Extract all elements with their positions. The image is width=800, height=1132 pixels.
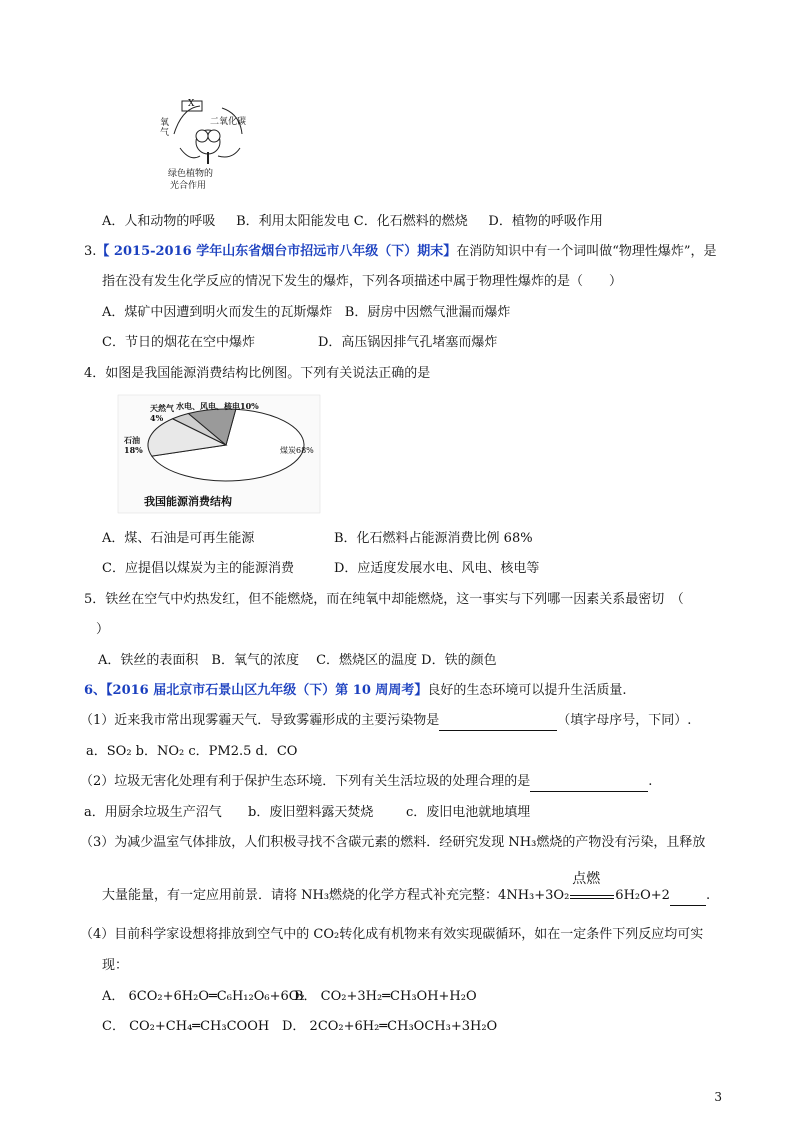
q6-p2-options — [84, 804, 531, 822]
page-number: 3 — [714, 1090, 722, 1104]
q6-stem: 良好的生态环境可以提升生活质量. — [427, 683, 627, 698]
pie-label-coal: 煤炭68% — [280, 446, 314, 455]
q6-p3-line1: （3）为减少温室气体排放，人们积极寻找不含碳元素的燃料．经研究发现 NH₃燃烧的产物没有污染，且释放 — [80, 835, 706, 850]
pie-label-oil: 石油 18% — [124, 435, 143, 455]
q6-p3-line2: 大量能量，有一定应用前景．请将 NH₃燃烧的化学方程式补充完整：4NH₃+3O₂ 点燃 6H₂O+2 . — [102, 887, 710, 906]
q6-p2-text: （2）垃圾无害化处理有利于保护生态环境．下列有关生活垃圾的处理合理的是 — [80, 774, 531, 789]
q5-options: A．铁丝的表面积 B．氧气的浓度 C．燃烧区的温度 D．铁的颜色 — [98, 653, 497, 668]
q6-p2-option-a: a．用厨余垃圾生产沼气 — [84, 805, 222, 820]
figure1-left-label: 氧气 — [160, 118, 170, 138]
q5-stem-close: ） — [96, 622, 110, 637]
q6-p1-options: a．SO₂ b．NO₂ c．PM2.5 d．CO — [86, 744, 298, 759]
q5-stem: 5．铁丝在空气中灼热发红，但不能燃烧，而在纯氧中却能燃烧，这一事实与下列哪一因素关系最密切 （ — [84, 592, 684, 607]
q6-source: 6、【2016 届北京市石景山区九年级（下）第 10 周周考】 — [84, 683, 428, 698]
q3-stem-1: 在消防知识中有一个词叫做“物理性爆炸”，是 — [456, 244, 717, 259]
q6-p4-option-a: A． 6CO₂+6H₂O═C₆H₁₂O₆+6O₂ — [102, 989, 305, 1004]
photosynthesis-figure — [160, 96, 270, 196]
q6-p3-blank[interactable] — [670, 887, 706, 906]
q3-number: 3. — [84, 244, 97, 259]
q2-options — [102, 213, 603, 231]
pie-label-hydro: 水电、风电、核电10% — [176, 401, 259, 411]
q3-option-d: D．高压锅因排气孔堵塞而爆炸 — [318, 335, 498, 350]
q6-p2-option-c: c．废旧电池就地填埋 — [406, 805, 531, 820]
q3-stem-2: 指在没有发生化学反应的情况下发生的爆炸，下列各项描述中属于物理性爆炸的是（ ） — [102, 274, 623, 289]
q4-option-a: A．煤、石油是可再生能源 — [102, 531, 255, 546]
q6-p1-tail: （填字母序号，下同）. — [557, 713, 692, 728]
q6-p2: （2）垃圾无害化处理有利于保护生态环境．下列有关生活垃圾的处理合理的是 . — [80, 773, 652, 792]
pie-label-gas: 天然气 4% — [150, 403, 174, 423]
q4-option-d: D．应适度发展水电、风电、核电等 — [334, 561, 540, 576]
pie-title: 我国能源消费结构 — [144, 495, 232, 508]
q3-source: 【 2015-2016 学年山东省烟台市招远市八年级（下）期末】 — [96, 244, 457, 259]
q2-option-c: C．化石燃料的燃烧 — [353, 214, 468, 229]
q6-header — [84, 682, 627, 700]
figure1-top-label: X — [188, 99, 195, 109]
q3-options-row1 — [102, 304, 510, 322]
q6-p2-blank[interactable] — [530, 773, 648, 792]
q6-p1 — [80, 712, 691, 731]
q6-p1-text: （1）近来我市常出现雾霾天气．导致雾霾形成的主要污染物是 — [80, 713, 440, 728]
q2-option-b: B．利用太阳能发电 — [236, 214, 350, 229]
q6-p4-option-c: C． CO₂+CH₄═CH₃COOH — [102, 1019, 270, 1034]
q2-option-a: A．人和动物的呼吸 — [102, 214, 216, 229]
q3-option-a: A．煤矿中因遭到明火而发生的瓦斯爆炸 — [102, 305, 333, 320]
q4-option-c: C．应提倡以煤炭为主的能源消费 — [102, 561, 294, 576]
q4-options-row1 — [102, 530, 533, 548]
q2-option-d: D．植物的呼吸作用 — [488, 214, 603, 229]
q6-p4-line2: 现： — [102, 958, 129, 973]
figure1-bottom-label-1: 绿色植物的 — [168, 169, 214, 179]
q4-stem: 4．如图是我国能源消费结构比例图。下列有关说法正确的是 — [84, 366, 431, 381]
q6-p3-text: 大量能量，有一定应用前景．请将 NH₃燃烧的化学方程式补充完整：4NH₃+3O₂ — [102, 888, 570, 903]
q6-p2-option-b: b．废旧塑料露天焚烧 — [248, 805, 374, 820]
q6-p4-option-b: B． CO₂+3H₂═CH₃OH+H₂O — [294, 989, 477, 1004]
q3-stem-line1 — [84, 243, 717, 261]
q3-option-b: B．厨房中因燃气泄漏而爆炸 — [344, 305, 511, 320]
q3-options-row2 — [102, 334, 498, 352]
q6-p1-blank[interactable] — [439, 712, 557, 731]
q4-options-row2 — [102, 560, 540, 578]
q6-p4-options-row2 — [102, 1018, 498, 1036]
q6-p4-line1: （4）目前科学家设想将排放到空气中的 CO₂转化成有机物来有效实现碳循环，如在一定条件下列反应均可实 — [80, 927, 704, 942]
q6-p4-options-row1 — [102, 988, 477, 1006]
q6-p4-option-d: D． 2CO₂+6H₂═CH₃OCH₃+3H₂O — [282, 1019, 498, 1034]
q6-p3-tail: 6H₂O+2 — [615, 888, 670, 903]
reaction-condition-label: 点燃 — [572, 871, 601, 887]
energy-pie-chart — [114, 393, 324, 515]
q3-option-c: C．节日的烟花在空中爆炸 — [102, 335, 255, 350]
figure1-right-label: 二氧化碳 — [210, 117, 247, 127]
figure1-bottom-label-2: 光合作用 — [170, 181, 207, 191]
reaction-condition — [570, 871, 614, 899]
q4-option-b: B．化石燃料占能源消费比例 68% — [334, 531, 533, 546]
